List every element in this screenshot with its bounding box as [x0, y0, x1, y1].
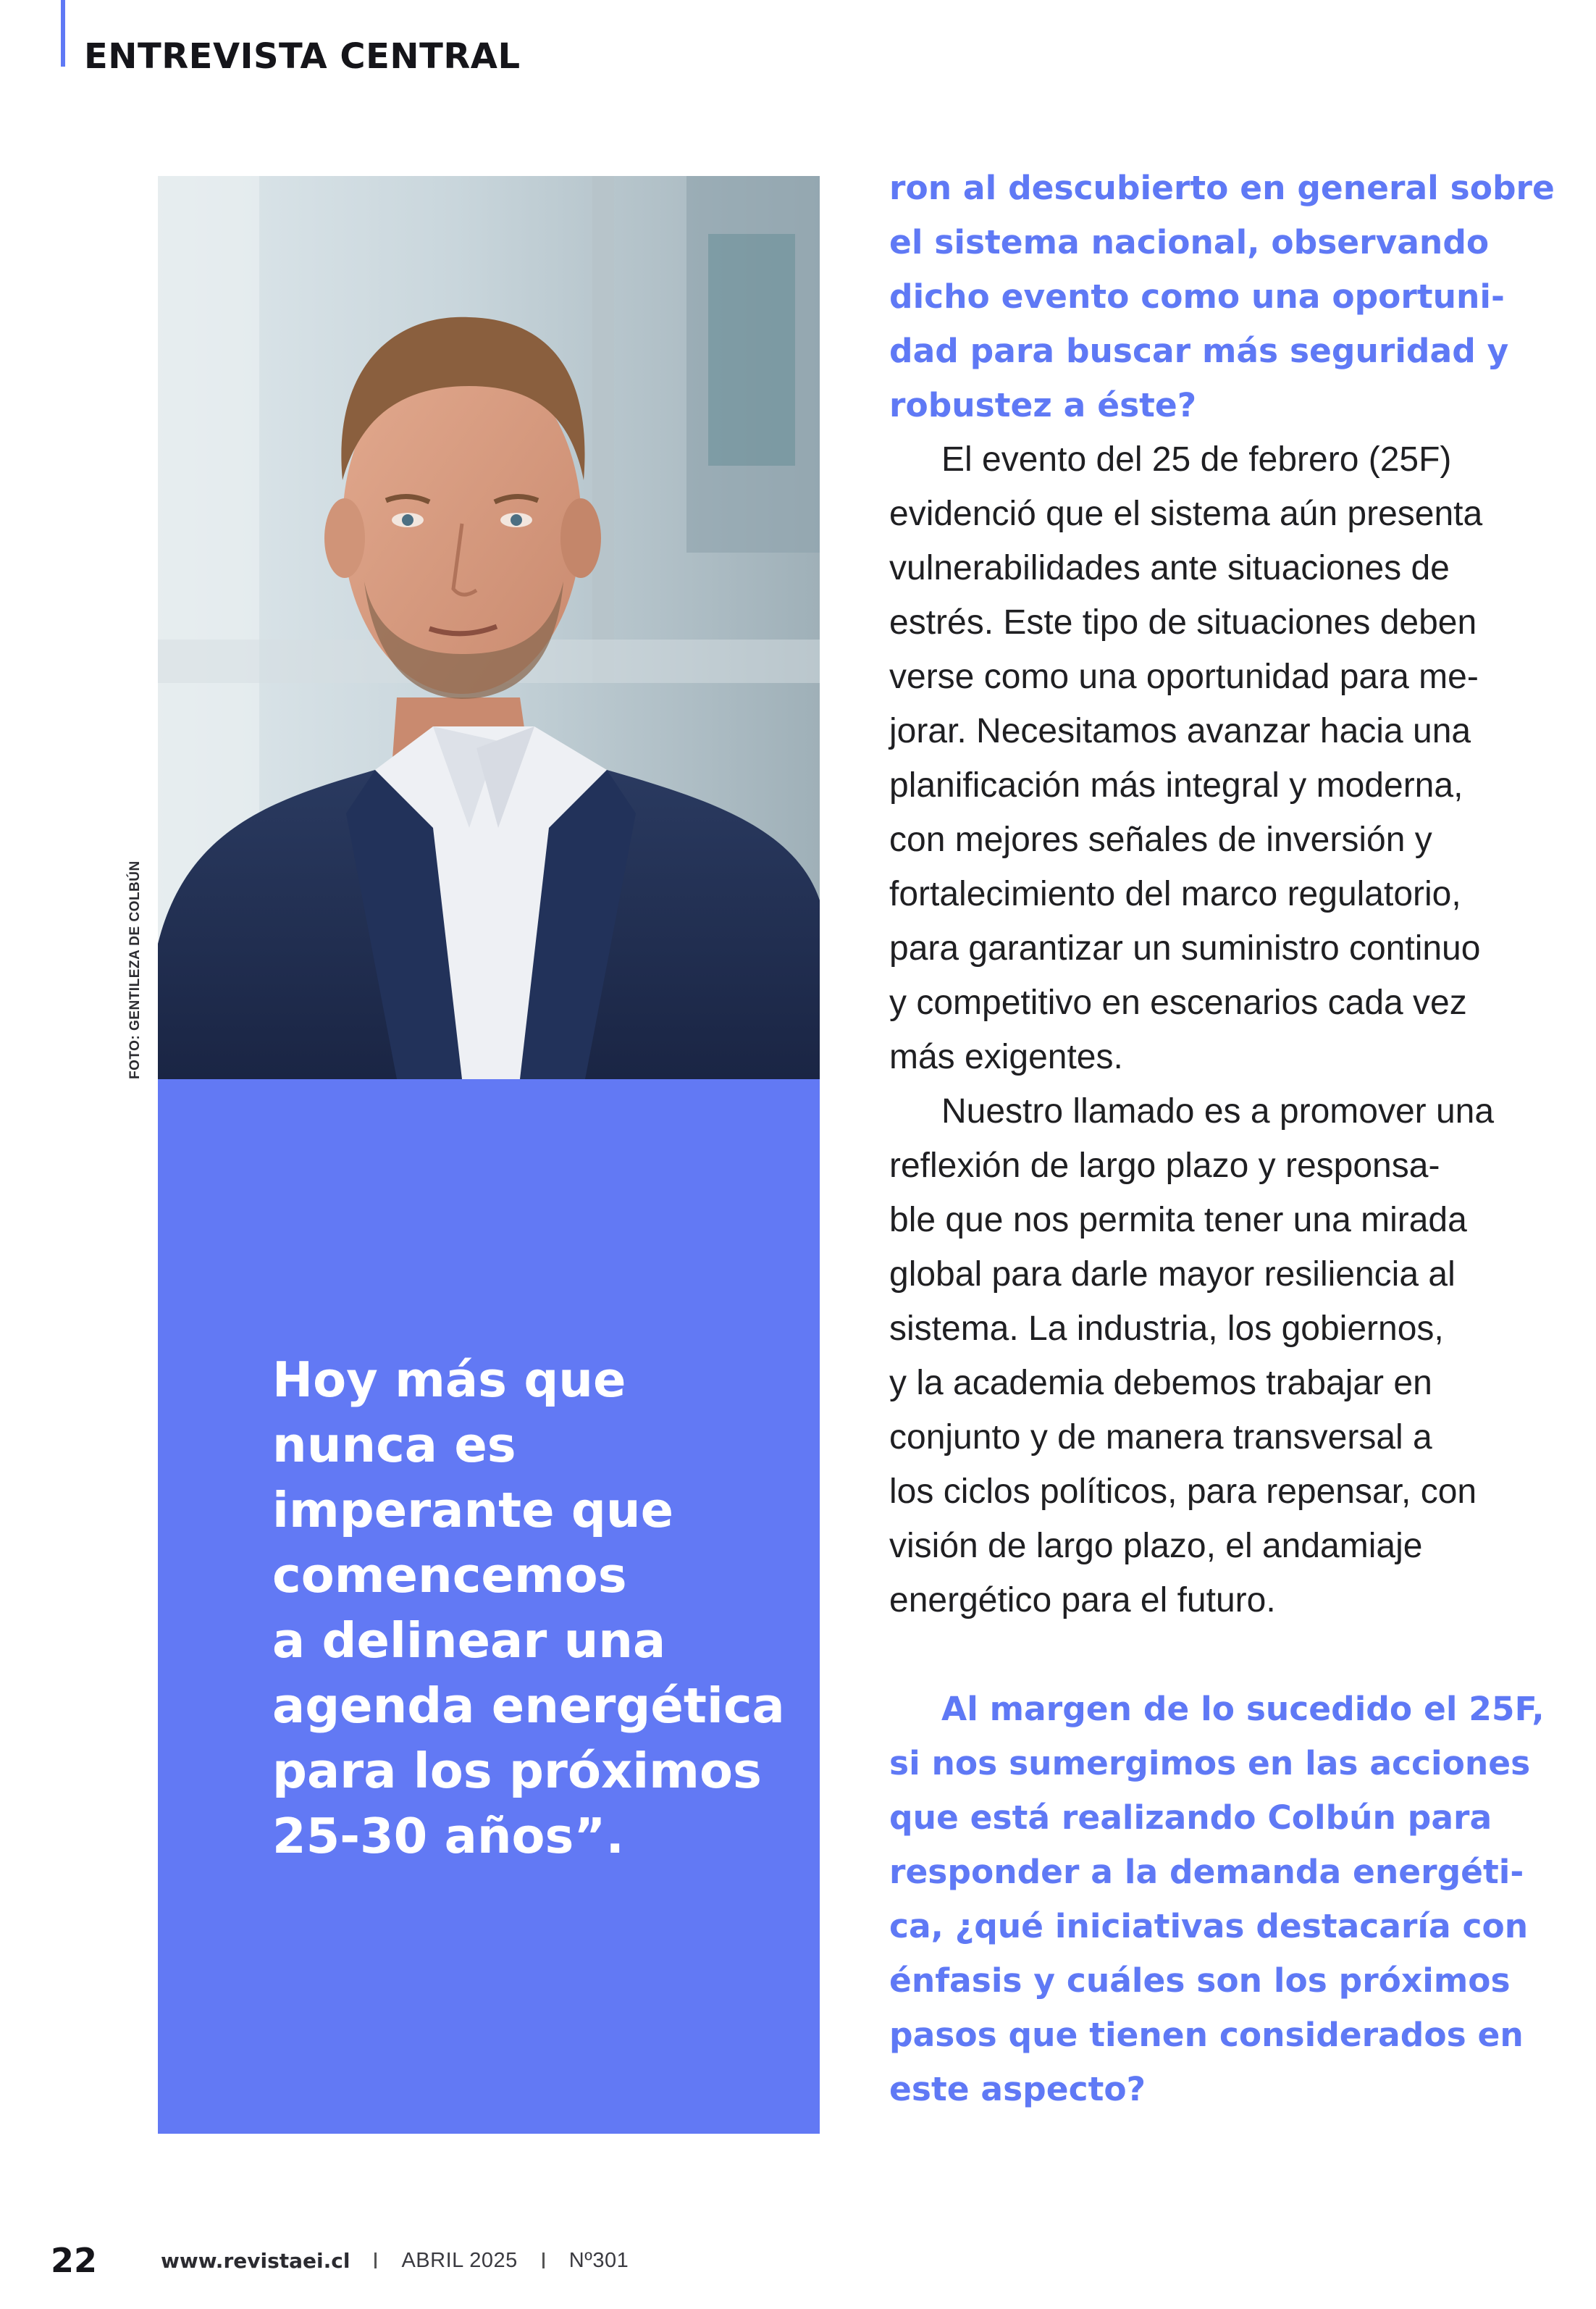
question-line: responder a la demanda energéti- — [889, 1853, 1524, 1891]
answer-line: ble que nos permita tener una mirada — [889, 1201, 1467, 1239]
pull-quote-box — [158, 1079, 820, 2134]
paragraph-gap — [889, 1627, 1555, 1682]
question-line: Al margen de lo sucedido el 25F, — [941, 1690, 1545, 1728]
footer-separator — [542, 2253, 545, 2268]
question-2 — [889, 1682, 1555, 2116]
pull-quote-line: nunca es — [272, 1417, 516, 1473]
question-line: pasos que tienen considerados en — [889, 2016, 1524, 2054]
answer-line: fortalecimiento del marco regulatorio, — [889, 875, 1461, 913]
pull-quote-line: a delinear una — [272, 1612, 666, 1669]
answer-line: visión de largo plazo, el andamiaje — [889, 1527, 1423, 1565]
answer-line: y competitivo en escenarios cada vez — [889, 984, 1467, 1022]
answer-paragraph-1 — [889, 432, 1555, 1084]
answer-line: Nuestro llamado es a promover una — [941, 1092, 1495, 1131]
answer-line: estrés. Este tipo de situaciones deben — [889, 603, 1477, 642]
pull-quote — [272, 1347, 794, 1869]
question-line: el sistema nacional, observando — [889, 223, 1490, 261]
answer-line: vulnerabilidades ante situaciones de — [889, 549, 1450, 587]
answer-line: energético para el futuro. — [889, 1581, 1276, 1619]
pull-quote-line: comencemos — [272, 1547, 627, 1604]
answer-line: para garantizar un suministro continuo — [889, 929, 1481, 968]
answer-line: verse como una oportunidad para me- — [889, 658, 1479, 696]
article-body — [889, 161, 1555, 2116]
question-line: dad para buscar más seguridad y — [889, 332, 1509, 370]
website-link[interactable]: www.revistaei.cl — [161, 2248, 350, 2273]
answer-line: planificación más integral y moderna, — [889, 766, 1463, 805]
question-line: robustez a éste? — [889, 386, 1197, 424]
answer-line: global para darle mayor resiliencia al — [889, 1255, 1456, 1294]
question-line: que está realizando Colbún para — [889, 1798, 1492, 1837]
question-line: ca, ¿qué iniciativas destacaría con — [889, 1907, 1529, 1945]
pull-quote-line: para los próximos — [272, 1743, 762, 1799]
answer-line: El evento del 25 de febrero (25F) — [941, 440, 1452, 479]
answer-paragraph-2 — [889, 1084, 1555, 1627]
portrait-photo — [158, 176, 820, 1079]
footer-separator — [374, 2253, 377, 2268]
issue-number: Nº301 — [568, 2248, 629, 2272]
answer-line: sistema. La industria, los gobiernos, — [889, 1309, 1444, 1348]
answer-line: conjunto y de manera transversal a — [889, 1418, 1432, 1457]
section-accent-rule — [61, 0, 65, 67]
pull-quote-line: imperante que — [272, 1482, 674, 1538]
pull-quote-line: agenda energética — [272, 1677, 785, 1734]
question-line: énfasis y cuáles son los próximos — [889, 1961, 1511, 2000]
answer-line: reflexión de largo plazo y responsa- — [889, 1147, 1440, 1185]
answer-line: y la academia debemos trabajar en — [889, 1364, 1432, 1402]
page-number: 22 — [51, 2241, 98, 2280]
question-line: dicho evento como una oportuni- — [889, 277, 1505, 316]
question-line: este aspecto? — [889, 2070, 1146, 2108]
answer-line: con mejores señales de inversión y — [889, 821, 1432, 859]
answer-line: más exigentes. — [889, 1038, 1123, 1076]
pull-quote-line: 25-30 años”. — [272, 1808, 624, 1864]
answer-line: evidenció que el sistema aún presenta — [889, 495, 1483, 533]
pull-quote-line: Hoy más que — [272, 1352, 626, 1408]
question-1 — [889, 161, 1555, 432]
page-footer — [51, 2235, 629, 2286]
answer-line: los ciclos políticos, para repensar, con — [889, 1472, 1477, 1511]
question-line: si nos sumergimos en las acciones — [889, 1744, 1531, 1782]
photo-credit: FOTO: GENTILEZA DE COLBÚN — [127, 860, 143, 1079]
issue-date: ABRIL 2025 — [401, 2248, 518, 2272]
question-line: ron al descubierto en general sobre — [889, 169, 1555, 207]
answer-line: jorar. Necesitamos avanzar hacia una — [889, 712, 1471, 750]
section-label: ENTREVISTA CENTRAL — [84, 36, 521, 77]
